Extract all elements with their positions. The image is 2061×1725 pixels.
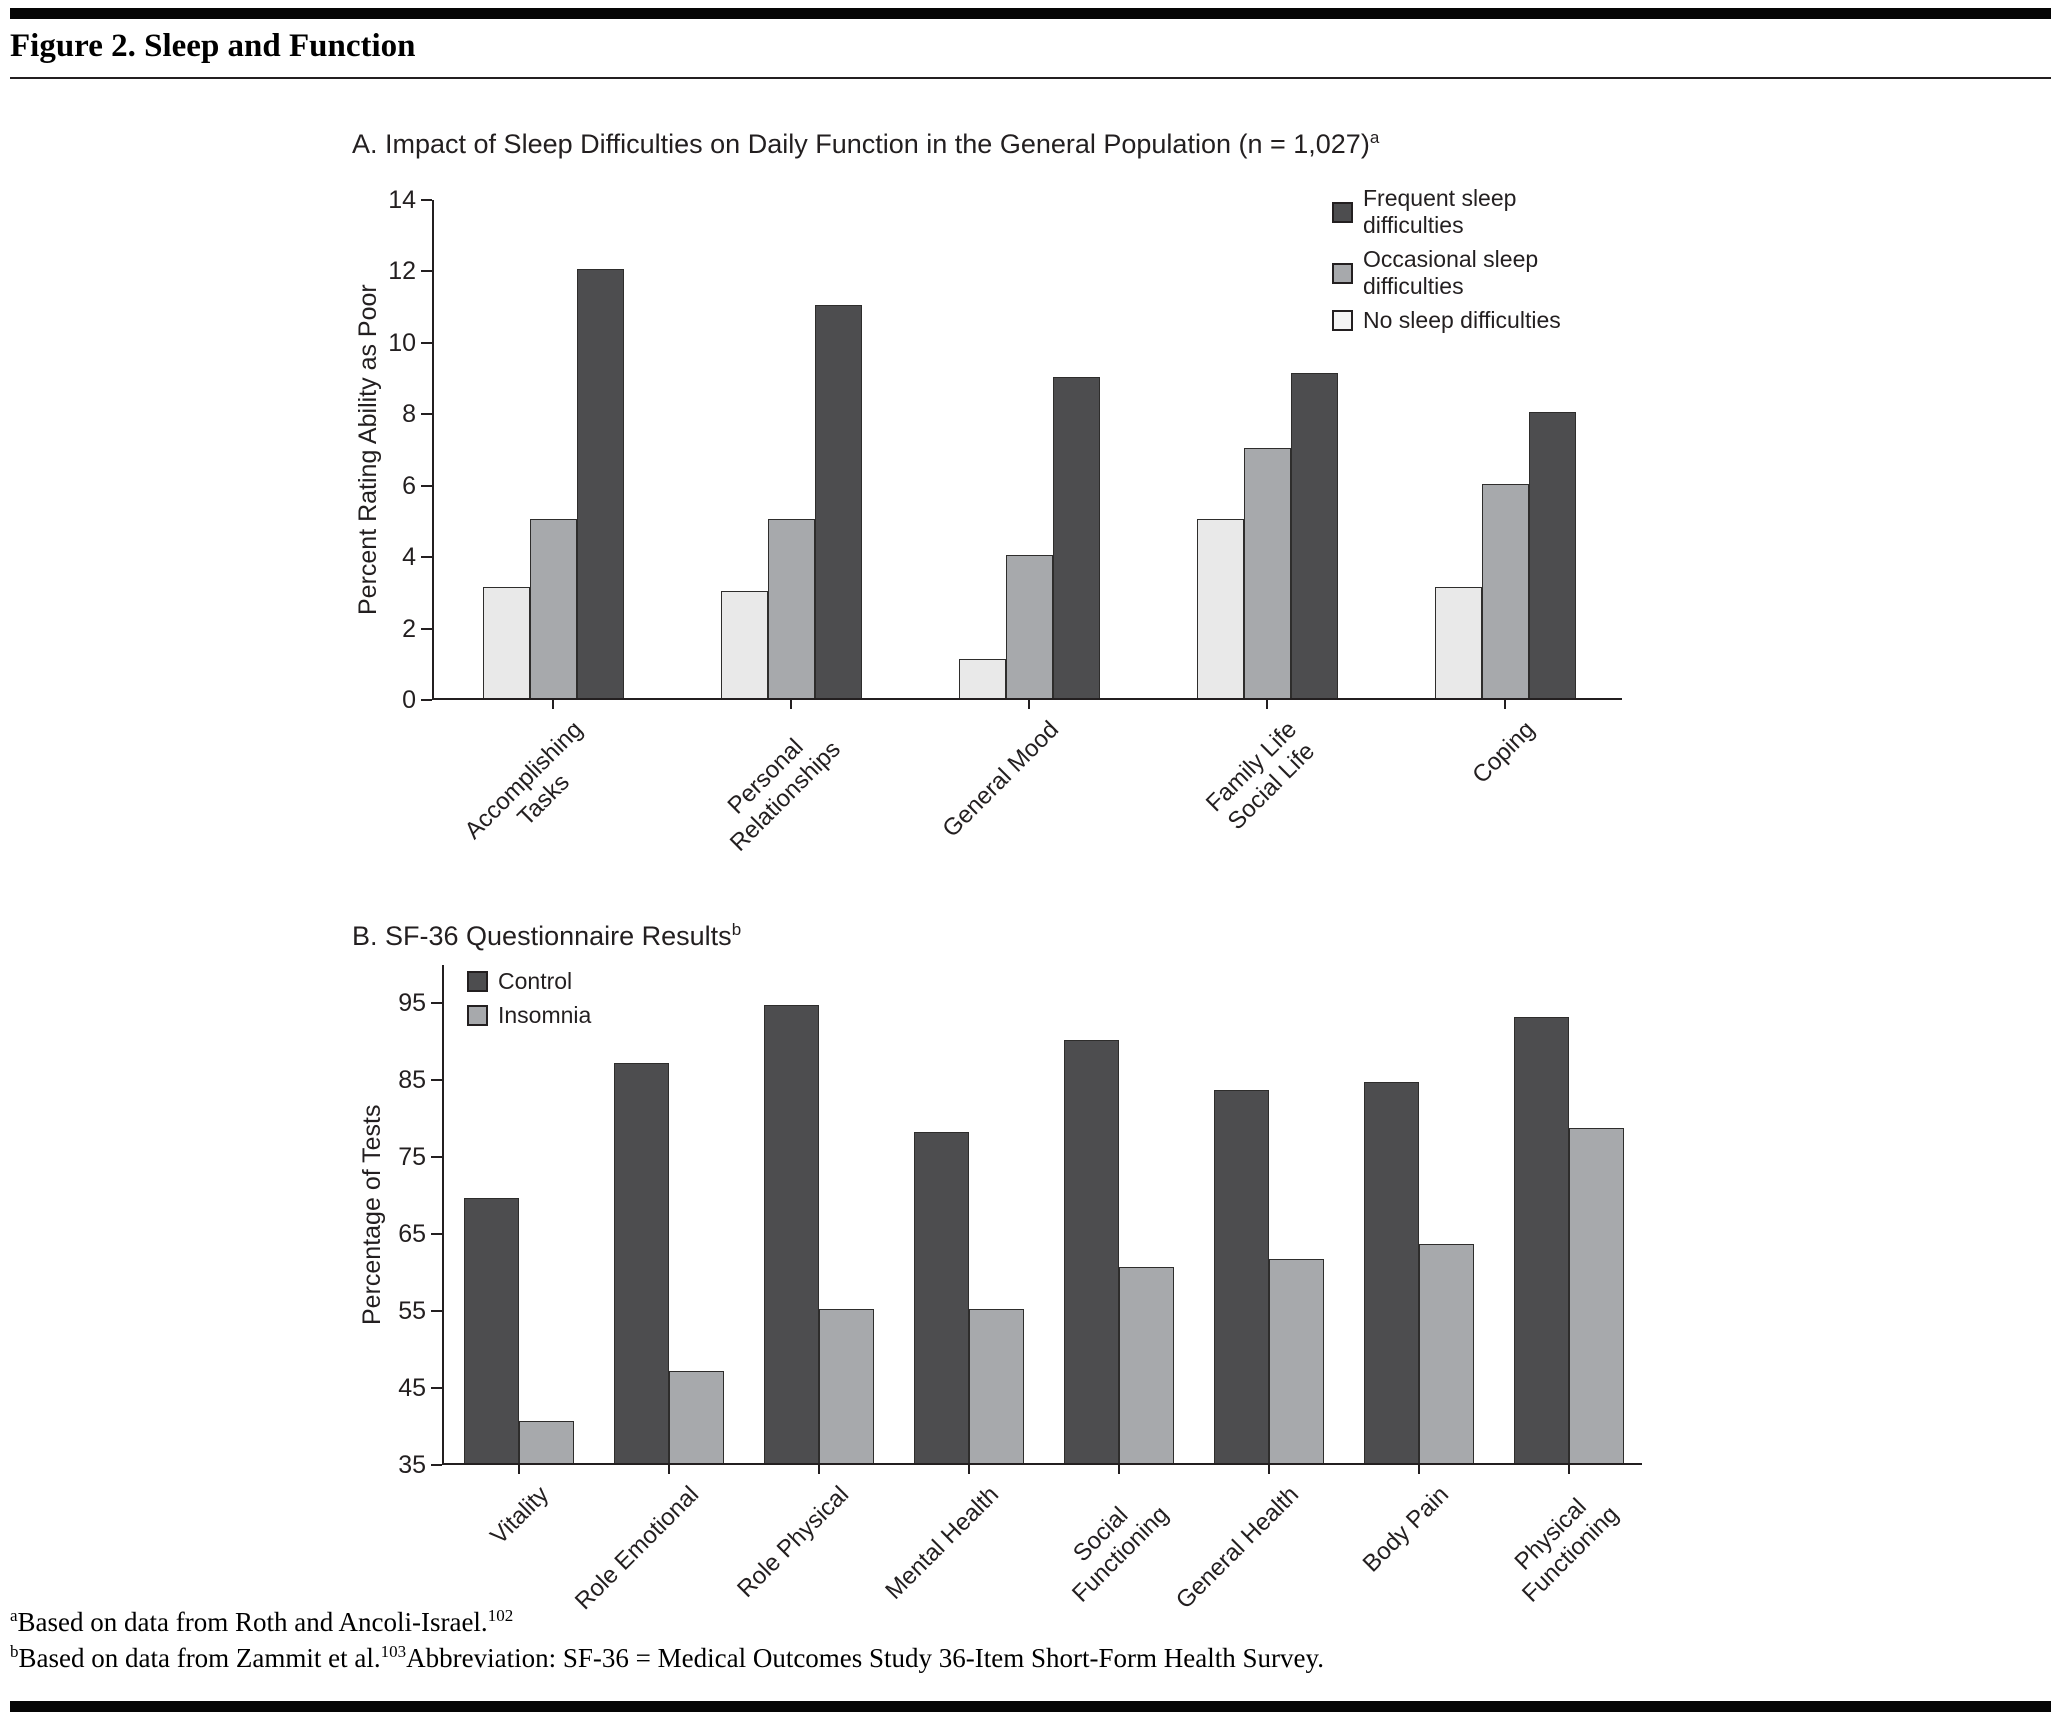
bottom-rule: [10, 1701, 2051, 1712]
footnote-a-marker: a: [10, 1606, 18, 1625]
x-tick-label: Role Emotional: [569, 1481, 705, 1616]
x-tick-mark: [1418, 1465, 1420, 1474]
x-tick-label: General Mood: [937, 716, 1065, 843]
y-tick-label: 10: [388, 328, 416, 357]
chart-b: [352, 920, 1852, 1620]
bar-frequent-sleep-difficulties-accomplishing-tasks: [577, 269, 624, 698]
bar-no-sleep-difficulties-personal-relationships: [721, 591, 768, 698]
legend-label: Frequent sleep difficulties: [1363, 185, 1517, 238]
footnote-a-reference: 102: [487, 1606, 514, 1625]
bar-occasional-sleep-difficulties-general-mood: [1006, 555, 1053, 698]
x-tick-label: Personal Relationships: [722, 733, 846, 857]
title-divider-rule: [10, 77, 2051, 79]
bar-control-role-emotional: [614, 1063, 669, 1463]
footnote-b-reference: 103: [380, 1642, 407, 1661]
x-tick-label: Social Functioning: [1067, 1500, 1174, 1608]
legend-swatch: [1332, 263, 1353, 284]
legend-item: [1332, 307, 1622, 334]
bar-insomnia-physical-functioning: [1569, 1128, 1624, 1463]
legend-item: [467, 1002, 591, 1029]
y-tick-label: 6: [402, 471, 416, 500]
x-tick-mark: [518, 1465, 520, 1474]
y-tick-label: 65: [398, 1220, 426, 1249]
bar-frequent-sleep-difficulties-personal-relationships: [815, 305, 862, 698]
chart-b-title: [352, 920, 741, 952]
x-tick-mark: [1266, 700, 1268, 709]
legend-label: Occasional sleep difficulties: [1363, 246, 1539, 299]
y-tick-mark: [421, 556, 432, 558]
figure-title: Figure 2. Sleep and Function: [10, 28, 416, 64]
x-tick-label: Coping: [1467, 716, 1541, 789]
x-tick-mark: [818, 1465, 820, 1474]
y-tick-label: 35: [398, 1451, 426, 1479]
bar-insomnia-mental-health: [969, 1309, 1024, 1463]
y-tick-mark: [431, 1233, 442, 1235]
bar-no-sleep-difficulties-accomplishing-tasks: [483, 587, 530, 698]
x-tick-mark: [790, 700, 792, 709]
legend-swatch: [467, 971, 488, 992]
bar-insomnia-general-health: [1269, 1259, 1324, 1463]
y-tick-label: 75: [398, 1143, 426, 1172]
y-tick-mark: [431, 1387, 442, 1389]
y-tick-label: 2: [402, 614, 416, 643]
y-tick-label: 85: [398, 1066, 426, 1095]
y-tick-mark: [421, 342, 432, 344]
footnote-b-tail: Abbreviation: SF-36 = Medical Outcomes Study 36-Item Short-Form Health Survey.: [406, 1643, 1324, 1673]
bar-control-social-functioning: [1064, 1040, 1119, 1463]
bar-insomnia-social-functioning: [1119, 1267, 1174, 1463]
bar-occasional-sleep-difficulties-family-life-social-life: [1244, 448, 1291, 698]
x-tick-mark: [1504, 700, 1506, 709]
top-rule: [10, 8, 2051, 19]
footnote-b-marker: b: [10, 1642, 19, 1661]
bar-insomnia-role-physical: [819, 1309, 874, 1463]
bar-occasional-sleep-difficulties-accomplishing-tasks: [530, 519, 577, 698]
y-tick-label: 12: [388, 257, 416, 286]
legend-swatch: [1332, 310, 1353, 331]
x-tick-label: Role Physical: [732, 1481, 855, 1603]
y-tick-label: 95: [398, 989, 426, 1018]
y-tick-label: 8: [402, 400, 416, 429]
legend: [467, 968, 591, 1029]
legend-label: No sleep difficulties: [1363, 307, 1561, 333]
bar-insomnia-role-emotional: [669, 1371, 724, 1463]
bar-occasional-sleep-difficulties-coping: [1482, 484, 1529, 698]
bar-control-vitality: [464, 1198, 519, 1463]
x-tick-label: Vitality: [485, 1481, 555, 1550]
y-tick-label: 14: [388, 186, 416, 214]
chart-b-title-text: B. SF-36 Questionnaire Results: [352, 921, 732, 951]
x-tick-mark: [1118, 1465, 1120, 1474]
y-tick-label: 45: [398, 1374, 426, 1403]
legend-item: [467, 968, 591, 995]
y-tick-mark: [421, 485, 432, 487]
footnote-a-text: Based on data from Roth and Ancoli-Israel.: [17, 1607, 488, 1637]
x-tick-label: Body Pain: [1357, 1481, 1455, 1578]
chart-b-y-axis-label: Percentage of Tests: [358, 1104, 386, 1326]
x-tick-mark: [1268, 1465, 1270, 1474]
x-tick-label: Family Life Social Life: [1200, 716, 1321, 836]
y-tick-mark: [431, 1079, 442, 1081]
y-tick-mark: [431, 1310, 442, 1312]
y-tick-mark: [431, 1156, 442, 1158]
bar-no-sleep-difficulties-coping: [1435, 587, 1482, 698]
y-tick-mark: [431, 1002, 442, 1004]
x-tick-mark: [552, 700, 554, 709]
bar-control-body-pain: [1364, 1082, 1419, 1463]
legend-item: [1332, 246, 1622, 300]
footnote-b: [10, 1642, 1324, 1674]
legend-label: Insomnia: [498, 1002, 592, 1028]
chart-a-title: [352, 128, 1379, 160]
chart-a-y-axis-label: Percent Rating Ability as Poor: [354, 284, 382, 616]
bar-insomnia-vitality: [519, 1421, 574, 1463]
x-tick-label: Physical Functioning: [1509, 1493, 1624, 1608]
x-tick-label: General Health: [1170, 1481, 1305, 1615]
legend-label: Control: [498, 968, 573, 994]
y-tick-label: 4: [402, 543, 416, 572]
bar-insomnia-body-pain: [1419, 1244, 1474, 1463]
footnote-a: [10, 1606, 513, 1638]
y-tick-label: 55: [398, 1297, 426, 1326]
bar-no-sleep-difficulties-general-mood: [959, 659, 1006, 698]
bar-frequent-sleep-difficulties-coping: [1529, 412, 1576, 698]
legend-item: [1332, 185, 1622, 239]
chart-a: [352, 128, 1852, 918]
chart-a-title-text: A. Impact of Sleep Difficulties on Daily Function in the General Population (n = 1,027): [352, 129, 1370, 159]
y-tick-mark: [421, 628, 432, 630]
chart-a-plot: [388, 185, 1622, 857]
bar-control-mental-health: [914, 1132, 969, 1463]
y-tick-mark: [421, 699, 432, 701]
chart-b-title-superscript: b: [731, 920, 742, 939]
bar-frequent-sleep-difficulties-family-life-social-life: [1291, 373, 1338, 698]
legend-swatch: [467, 1005, 488, 1026]
bar-control-physical-functioning: [1514, 1017, 1569, 1463]
x-tick-label: Accomplishing Tasks: [459, 716, 589, 845]
bar-frequent-sleep-difficulties-general-mood: [1053, 377, 1100, 698]
x-tick-mark: [1568, 1465, 1570, 1474]
y-tick-mark: [421, 413, 432, 415]
y-tick-label: 0: [402, 686, 416, 714]
bar-occasional-sleep-difficulties-personal-relationships: [768, 519, 815, 698]
bar-control-role-physical: [764, 1005, 819, 1463]
legend-swatch: [1332, 202, 1353, 223]
y-tick-mark: [421, 199, 432, 201]
chart-a-title-superscript: a: [1369, 128, 1380, 147]
footnote-b-text: Based on data from Zammit et al.: [18, 1643, 381, 1673]
x-tick-mark: [668, 1465, 670, 1474]
x-tick-mark: [1028, 700, 1030, 709]
bar-no-sleep-difficulties-family-life-social-life: [1197, 519, 1244, 698]
y-tick-mark: [421, 270, 432, 272]
y-tick-mark: [431, 1464, 442, 1466]
x-tick-label: Mental Health: [880, 1481, 1005, 1605]
bar-control-general-health: [1214, 1090, 1269, 1463]
legend: [1332, 185, 1622, 334]
x-tick-mark: [968, 1465, 970, 1474]
